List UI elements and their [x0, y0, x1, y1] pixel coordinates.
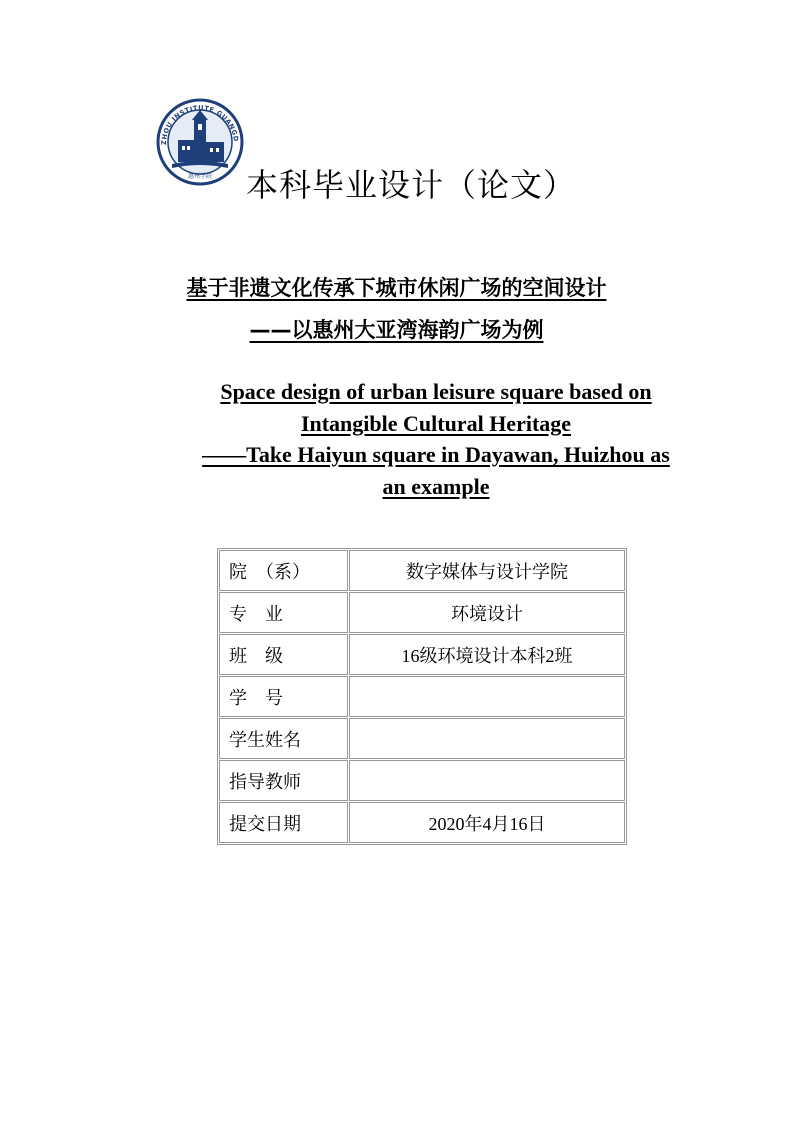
table-row	[219, 718, 625, 759]
advisor-value	[349, 760, 625, 801]
student-id-value	[349, 676, 625, 717]
student-id-label: 学 号	[219, 676, 348, 717]
submission-date-value: 2020年4月16日	[349, 802, 625, 843]
chinese-title-line-1	[0, 272, 793, 302]
university-seal-icon	[156, 98, 244, 186]
english-title-line-1: Space design of urban leisure square based on	[220, 379, 652, 404]
table-row	[219, 634, 625, 675]
advisor-label: 指导教师	[219, 760, 348, 801]
student-name-label: 学生姓名	[219, 718, 348, 759]
chinese-title-line-2	[0, 314, 793, 344]
chinese-subtitle-text: ——以惠州大亚湾海韵广场为例	[249, 318, 544, 342]
table-row	[219, 592, 625, 633]
document-type-heading: 本科毕业设计（论文）	[246, 166, 577, 204]
class-label: 班 级	[219, 634, 348, 675]
english-title	[178, 376, 694, 502]
department-label: 院 （系）	[219, 550, 348, 591]
university-seal-logo	[156, 98, 244, 186]
table-row	[219, 676, 625, 717]
english-title-line-2: Intangible Cultural Heritage	[300, 410, 572, 436]
table-row	[219, 802, 625, 843]
english-title-line-3: ——Take Haiyun square in Dayawan, Huizhou as	[202, 442, 670, 467]
table-row	[219, 760, 625, 801]
major-label: 专 业	[219, 592, 348, 633]
department-value: 数字媒体与设计学院	[349, 550, 625, 591]
student-name-value	[349, 718, 625, 759]
english-title-line-4: an example	[382, 473, 490, 499]
seal-base-text: 惠州学院	[187, 173, 213, 180]
chinese-title-line-1-text: 基于非遗文化传承下城市休闲广场的空间设计	[186, 276, 607, 300]
submission-date-label: 提交日期	[219, 802, 348, 843]
table-row	[219, 550, 625, 591]
seal-ring-text: ZHOU INSTITUTE GUANGD	[159, 103, 241, 146]
class-value: 16级环境设计本科2班	[349, 634, 625, 675]
student-info-table	[217, 548, 627, 845]
major-value: 环境设计	[349, 592, 625, 633]
